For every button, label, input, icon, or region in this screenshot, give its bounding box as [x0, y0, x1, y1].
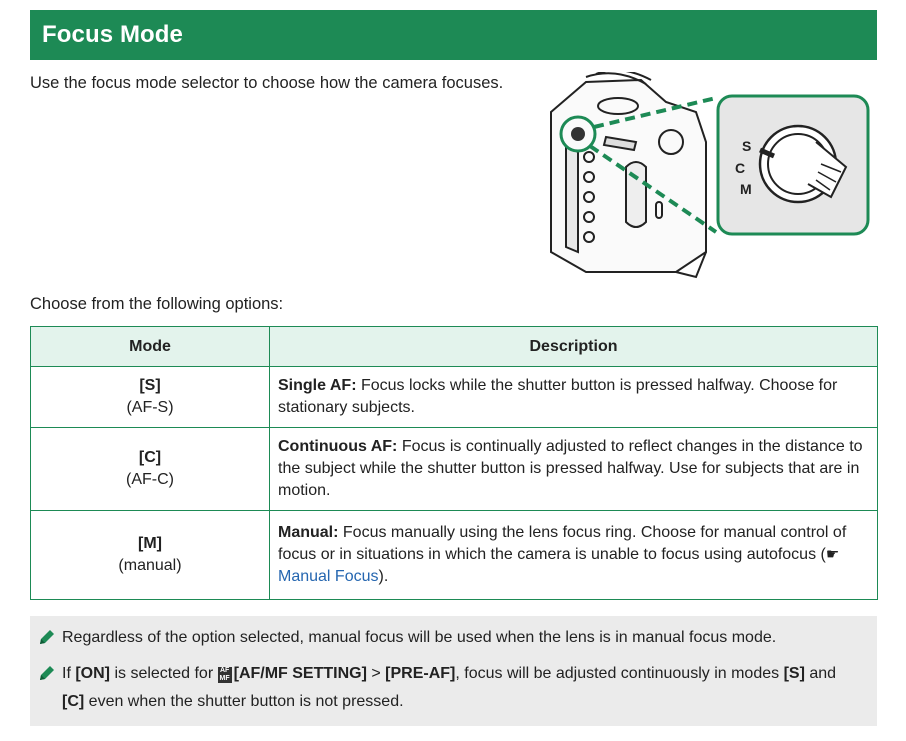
mode-term: Manual:: [278, 524, 339, 541]
pencil-icon: [38, 664, 56, 682]
pointing-hand-icon: ☛: [825, 546, 840, 563]
mode-term: Single AF:: [278, 377, 357, 394]
mode-cell: [31, 367, 270, 428]
table-row: [31, 511, 878, 600]
description-column-header: Description: [270, 327, 878, 367]
description-cell: [270, 367, 878, 428]
mode-description: Focus manually using the lens focus ring. Choose for manual control of focus or in situations in which the camera is unable to focus using autofocus (: [278, 524, 847, 563]
focus-mode-table: [30, 326, 878, 600]
page-title: Focus Mode: [42, 21, 184, 48]
mode-description-end: ).: [378, 568, 389, 585]
af-mf-icon: AF MF: [219, 667, 230, 682]
table-row: [31, 367, 878, 428]
note-2: [38, 660, 862, 716]
note-1: [38, 624, 862, 652]
mode-description: Focus is continually adjusted to reflect changes in the distance to the subject while the shutter button is pressed halfway. Use for subjects that are in motion.: [278, 438, 863, 499]
mode-cell: [31, 428, 270, 511]
mode-term: Continuous AF:: [278, 438, 398, 455]
mode-description: Focus locks while the shutter button is pressed halfway. Choose for stationary subjects.: [278, 377, 838, 416]
mode-sub: (AF-C): [126, 471, 174, 488]
camera-body-drawing: [551, 72, 706, 277]
intro-text: Use the focus mode selector to choose how the camera focuses.: [30, 74, 504, 92]
mode-key: [S]: [139, 377, 161, 394]
mode-key: [M]: [138, 535, 162, 552]
mode-cell: [31, 511, 270, 600]
mode-sub: (AF-S): [126, 399, 174, 416]
table-row: [31, 428, 878, 511]
pencil-icon: [38, 628, 56, 646]
dial-label-s: S: [742, 138, 752, 154]
note-1-text: Regardless of the option selected, manual focus will be used when the lens is in manual focus mode.: [62, 629, 777, 646]
notes-box: [30, 616, 877, 726]
section-header: [30, 10, 877, 60]
table-header-row: [31, 327, 878, 367]
options-intro-text: Choose from the following options:: [30, 295, 284, 313]
mode-column-header: Mode: [31, 327, 270, 367]
description-cell: [270, 428, 878, 511]
manual-focus-link[interactable]: Manual Focus: [278, 568, 379, 585]
mode-key: [C]: [138, 449, 162, 466]
description-cell: [270, 511, 878, 600]
camera-focus-selector-illustration: [546, 72, 876, 282]
mode-sub: (manual): [118, 557, 182, 574]
note-2-text: If [ON] is selected for AF MF [AF/MF SETTING] > [PRE-AF], focus will be adjusted continuously in modes [S] and [C] even when the shutter button is not pressed.: [62, 665, 837, 710]
dial-label-m: M: [740, 181, 752, 197]
dial-label-c: C: [735, 160, 746, 176]
